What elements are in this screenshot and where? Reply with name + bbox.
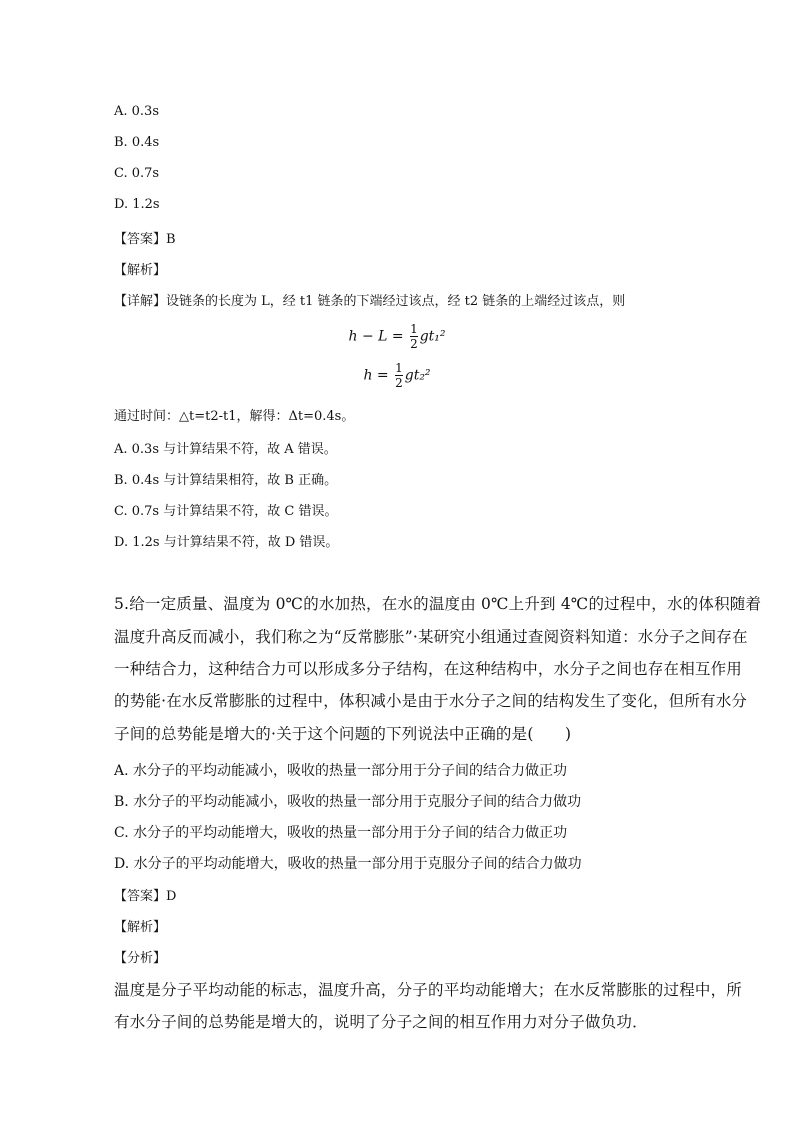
q5-stem-line-4: 的势能·在水反常膨胀的过程中，体积减小是由于水分子之间的结构发生了变化，但所有水分	[114, 692, 748, 710]
fraction-numerator: 1	[395, 361, 403, 375]
detail-text: 设链条的长度为 L，经 t1 链条的下端经过该点，经 t2 链条的上端经过该点，则	[166, 294, 626, 309]
q4-detail-line	[114, 290, 625, 309]
q4-judgement-a: A. 0.3s 与计算结果不符，故 A 错误。	[114, 442, 337, 457]
formula-1-lhs: h − L =	[348, 328, 404, 345]
answer-tag: 【答案】	[114, 889, 167, 904]
q4-option-d: D. 1.2s	[114, 197, 160, 212]
q4-judgement-c: C. 0.7s 与计算结果不符，故 C 错误。	[114, 504, 338, 519]
q4-analysis-tag: 【解析】	[114, 263, 167, 278]
q5-analysis-line-1: 温度是分子平均动能的标志，温度升高，分子的平均动能增大；在水反常膨胀的过程中，所	[114, 981, 743, 999]
q5-answer-line	[114, 885, 176, 904]
q5-stem-line-1: 5.给一定质量、温度为 0℃的水加热，在水的温度由 0℃上升到 4℃的过程中，水的体积随着	[114, 595, 762, 613]
q4-answer-line	[114, 228, 176, 247]
fraction-denominator: 2	[410, 337, 418, 351]
q5-analysis-tag: 【解析】	[114, 920, 167, 935]
fraction-numerator: 1	[410, 322, 418, 336]
q4-option-c: C. 0.7s	[114, 166, 160, 181]
q4-judgement-d: D. 1.2s 与计算结果不符，故 D 错误。	[114, 535, 339, 550]
formula-2-lhs: h =	[363, 367, 389, 384]
q5-stem-line-5: 子间的总势能是增大的·关于这个问题的下列说法中正确的是( )	[114, 725, 572, 743]
detail-tag: 【详解】	[114, 294, 167, 309]
fraction-denominator: 2	[395, 376, 403, 390]
q5-option-d: D. 水分子的平均动能增大，吸收的热量一部分用于克服分子间的结合力做功	[114, 856, 582, 872]
q5-stem-line-3: 一种结合力，这种结合力可以形成多分子结构，在这种结构中，水分子之间也存在相互作用	[114, 660, 743, 678]
formula-1	[0, 322, 794, 351]
q5-option-a: A. 水分子的平均动能减小，吸收的热量一部分用于分子间的结合力做正功	[114, 763, 568, 779]
formula-2-rhs: gt₂²	[404, 367, 431, 384]
q5-analysis-line-2: 有水分子间的总势能是增大的，说明了分子之间的相互作用力对分子做负功．	[114, 1013, 648, 1031]
answer-tag: 【答案】	[114, 232, 167, 247]
answer-value: D	[166, 889, 177, 904]
fraction-half	[395, 361, 403, 390]
formula-2	[0, 361, 794, 390]
q5-option-b: B. 水分子的平均动能减小，吸收的热量一部分用于克服分子间的结合力做功	[114, 794, 582, 810]
q5-stem-line-2: 温度升高反而减小，我们称之为“反常膨胀”·某研究小组通过查阅资料知道：水分子之间存在	[114, 628, 748, 646]
q5-option-c: C. 水分子的平均动能增大，吸收的热量一部分用于分子间的结合力做正功	[114, 825, 568, 841]
q4-option-a: A. 0.3s	[114, 104, 159, 119]
formula-1-rhs: gt₁²	[419, 328, 446, 345]
fraction-half	[410, 322, 418, 351]
q4-time-text: 通过时间：△t=t2-t1，解得：Δt=0.4s。	[114, 409, 355, 424]
q4-option-b: B. 0.4s	[114, 135, 160, 150]
q4-judgement-b: B. 0.4s 与计算结果相符，故 B 正确。	[114, 473, 338, 488]
answer-value: B	[166, 232, 176, 247]
q5-analysis-sub-tag: 【分析】	[114, 951, 167, 966]
